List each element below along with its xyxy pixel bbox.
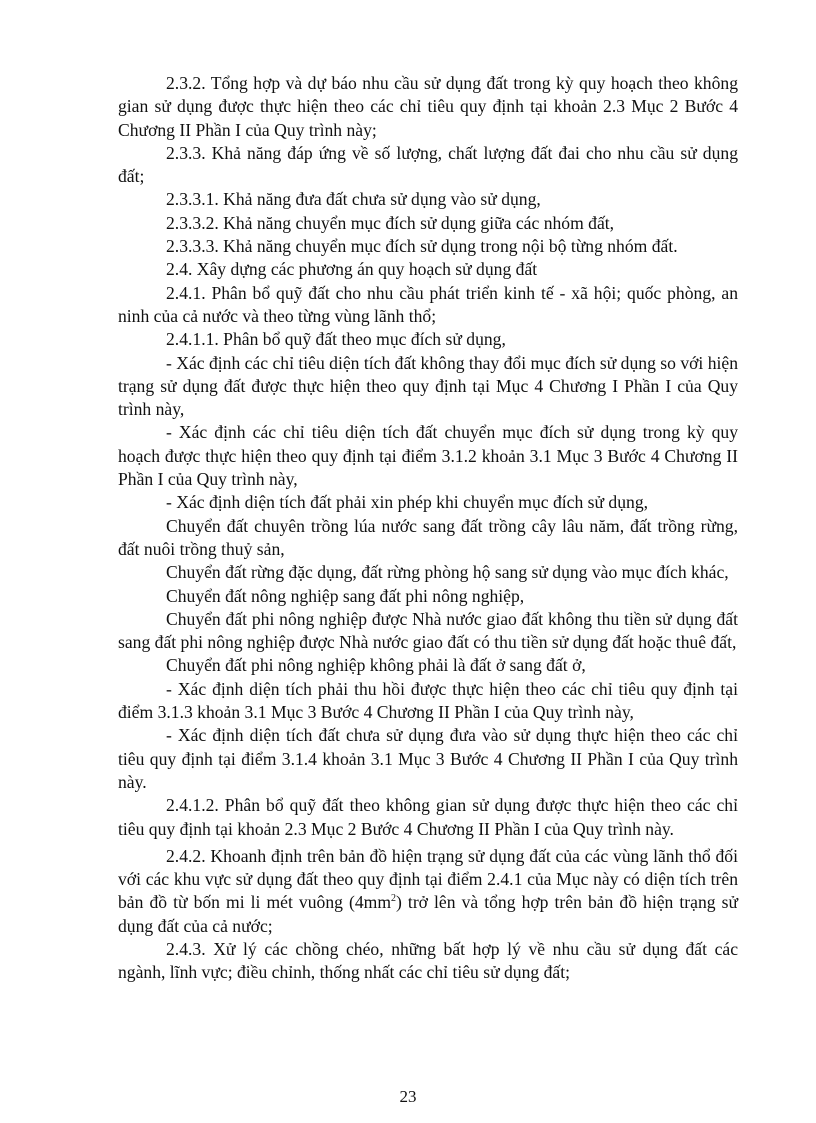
item-nonagri-to-residential: Chuyển đất phi nông nghiệp không phải là đất ở sang đất ở, <box>166 655 586 676</box>
item-forest-conversion: Chuyển đất rừng đặc dụng, đất rừng phòng hộ sang sử dụng vào mục đích khác, <box>166 562 729 583</box>
superscript-2: 2 <box>391 893 397 905</box>
item-rice-conversion: Chuyển đất chuyên trồng lúa nước sang đất trồng cây lâu năm, đất trồng rừng, đất nuôi trồng thuỷ sản, <box>118 515 738 559</box>
page-number: 23 <box>399 1087 417 1106</box>
item-nonagri-fee-conversion: Chuyển đất phi nông nghiệp được Nhà nước giao đất không thu tiền sử dụng đất sang đất phi nông nghiệp được Nhà nước giao đất có thu tiền sử dụng đất hoặc thuê đất, <box>118 608 738 653</box>
paragraph-2-4-2-text-end: ) trở lên và tổng hợp trên bản đồ hiện trạng sử dụng đất của cả nước; <box>118 892 738 936</box>
paragraph-2-4-1-1: 2.4.1.1. Phân bổ quỹ đất theo mục đích sử dụng, <box>166 329 506 350</box>
paragraph-2-4-1-2: 2.4.1.2. Phân bổ quỹ đất theo không gian sử dụng được thực hiện theo các chỉ tiêu quy định tại khoản 2.3 Mục 2 Bước 4 Chương II Phần I của Quy trình này. <box>118 795 738 839</box>
item-agri-to-nonagri: Chuyển đất nông nghiệp sang đất phi nông nghiệp, <box>166 585 525 606</box>
bullet-unchanged-land: - Xác định các chỉ tiêu diện tích đất không thay đổi mục đích sử dụng so với hiện trạng sử dụng đất được thực hiện theo quy định tại Mục 4 Chương I Phần I của Quy trình này, <box>118 352 738 420</box>
paragraph-2-4: 2.4. Xây dựng các phương án quy hoạch sử dụng đất <box>166 259 538 280</box>
paragraph-2-4-2 <box>118 845 738 938</box>
document-body <box>118 72 738 985</box>
bullet-recovered-land: - Xác định diện tích phải thu hồi được thực hiện theo các chỉ tiêu quy định tại điểm 3.1.3 khoản 3.1 Mục 3 Bước 4 Chương II Phần I của Quy trình này, <box>118 678 738 723</box>
paragraph-2-3-3-1: 2.3.3.1. Khả năng đưa đất chưa sử dụng vào sử dụng, <box>166 189 541 210</box>
paragraph-2-3-2: 2.3.2. Tổng hợp và dự báo nhu cầu sử dụng đất trong kỳ quy hoạch theo không gian sử dụng được thực hiện theo các chỉ tiêu quy định tại khoản 2.3 Mục 2 Bước 4 Chương II Phần I của Quy trình này; <box>118 73 738 140</box>
bullet-converted-land: - Xác định các chỉ tiêu diện tích đất chuyển mục đích sử dụng trong kỳ quy hoạch được thực hiện theo quy định tại điểm 3.1.2 khoản 3.1 Mục 3 Bước 4 Chương II Phần I của Quy trình này, <box>118 422 738 490</box>
paragraph-2-4-3: 2.4.3. Xử lý các chồng chéo, những bất hợp lý về nhu cầu sử dụng đất các ngành, lĩnh vực; điều chỉnh, thống nhất các chỉ tiêu sử dụng đất; <box>118 938 738 983</box>
paragraph-2-3-3-2: 2.3.3.2. Khả năng chuyển mục đích sử dụng giữa các nhóm đất, <box>166 212 615 233</box>
paragraph-2-3-3-3: 2.3.3.3. Khả năng chuyển mục đích sử dụng trong nội bộ từng nhóm đất. <box>166 236 678 257</box>
paragraph-2-4-1: 2.4.1. Phân bổ quỹ đất cho nhu cầu phát triển kinh tế - xã hội; quốc phòng, an ninh của cả nước và theo từng vùng lãnh thổ; <box>118 282 738 326</box>
paragraph-2-3-3: 2.3.3. Khả năng đáp ứng về số lượng, chất lượng đất đai cho nhu cầu sử dụng đất; <box>118 142 738 187</box>
bullet-unused-land: - Xác định diện tích đất chưa sử dụng đưa vào sử dụng thực hiện theo các chỉ tiêu quy định tại điểm 3.1.4 khoản 3.1 Mục 3 Bước 4 Chương II Phần I của Quy trình này. <box>118 725 738 792</box>
paragraph-2-4-2-text: 2.4.2. Khoanh định trên bản đồ hiện trạng sử dụng đất của các vùng lãnh thổ đối với các khu vực sử dụng đất theo quy định tại điểm 2.4.1 của Mục này có diện tích trên bản đồ từ bốn mi li mét vuông (4mm <box>118 845 738 913</box>
bullet-permit-land: - Xác định diện tích đất phải xin phép khi chuyển mục đích sử dụng, <box>166 492 649 513</box>
